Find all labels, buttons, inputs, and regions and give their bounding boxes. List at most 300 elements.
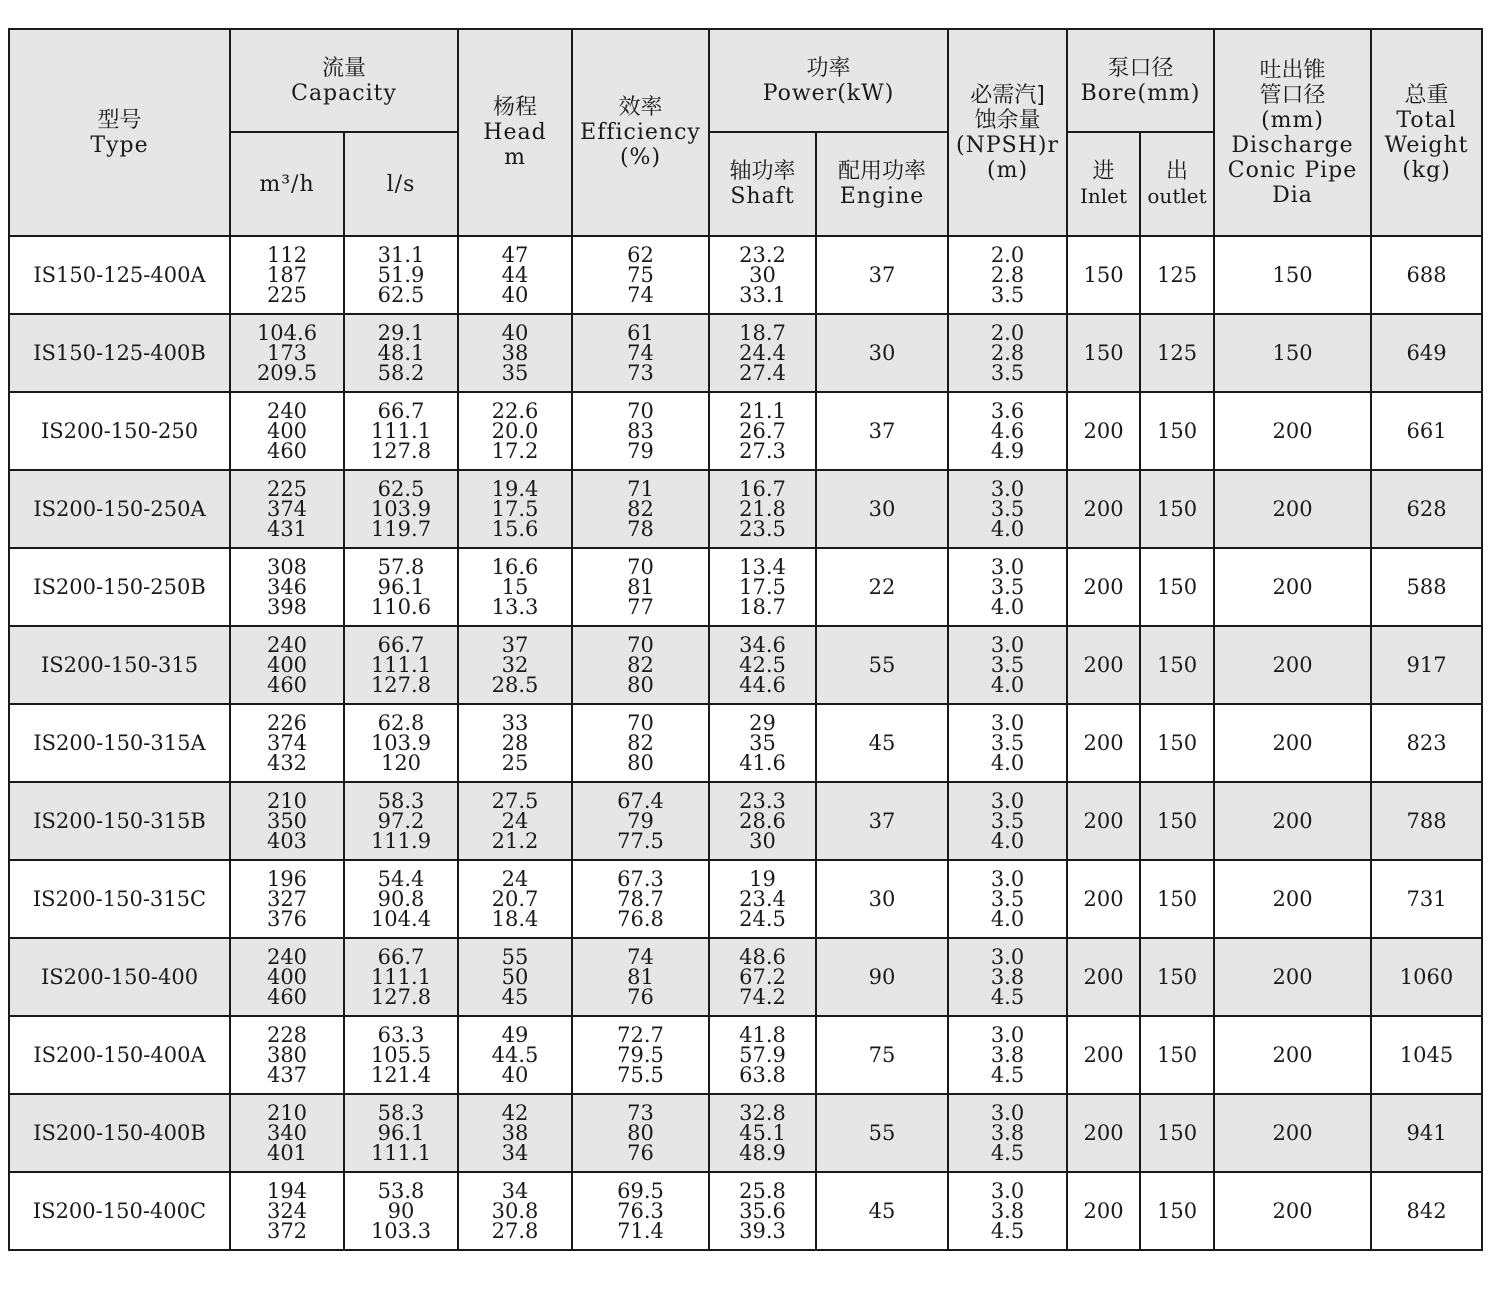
cell-capacity-ls [344,392,458,470]
cell-type: IS200-150-250A [9,470,230,548]
cell-discharge: 150 [1214,314,1371,392]
cell-inlet: 200 [1067,1172,1140,1250]
cell-value: 74 [627,283,654,307]
cell-value: 71 [627,477,654,501]
cell-value: 111.1 [370,419,432,443]
cell-efficiency [572,470,709,548]
cell-outlet: 150 [1140,548,1214,626]
cell-discharge: 150 [1214,236,1371,314]
cell-shaft-power [709,704,816,782]
cell-value: 3.8 [990,965,1025,989]
cell-value: 44.6 [739,673,786,697]
cell-value: 225 [266,283,308,307]
cell-value: 25 [501,751,529,775]
cell-value: 35.6 [739,1199,786,1223]
cell-value: 27.4 [739,361,786,385]
cell-weight: 823 [1371,704,1482,782]
cell-value: 187 [266,263,308,287]
cell-outlet: 150 [1140,626,1214,704]
cell-value: 4.5 [990,1063,1025,1087]
cell-weight: 941 [1371,1094,1482,1172]
cell-npsh [948,548,1067,626]
cell-capacity-m3h [230,314,344,392]
cell-value: 33 [501,711,529,735]
cell-inlet: 200 [1067,704,1140,782]
cell-value: 210 [266,789,308,813]
cell-value: 53.8 [377,1179,425,1203]
cell-npsh [948,782,1067,860]
cell-inlet: 200 [1067,470,1140,548]
cell-value: 30 [749,263,776,287]
cell-efficiency [572,1016,709,1094]
cell-value: 3.6 [990,399,1025,423]
cell-value: 31.1 [377,243,425,267]
cell-value: 21.1 [739,399,786,423]
cell-value: 3.5 [990,361,1025,385]
cell-value: 380 [266,1043,308,1067]
cell-head [458,860,572,938]
cell-value: 73 [627,1101,654,1125]
cell-value: 22.6 [491,399,539,423]
cell-value: 96.1 [377,575,425,599]
cell-shaft-power [709,938,816,1016]
header-bore-outlet: 出 outlet [1140,132,1214,236]
cell-value: 50 [501,965,529,989]
cell-value: 4.0 [990,751,1025,775]
table-row [9,626,1482,704]
cell-efficiency [572,548,709,626]
cell-value: 3.0 [990,1179,1025,1203]
cell-value: 20.7 [491,887,539,911]
cell-value: 403 [266,829,308,853]
cell-weight: 788 [1371,782,1482,860]
cell-shaft-power [709,1094,816,1172]
cell-head [458,548,572,626]
cell-value: 18.7 [739,321,786,345]
cell-value: 110.6 [370,595,432,619]
cell-shaft-power [709,782,816,860]
cell-value: 75.5 [617,1063,664,1087]
table-row [9,1094,1482,1172]
cell-efficiency [572,704,709,782]
cell-capacity-m3h [230,392,344,470]
cell-engine-power: 37 [816,236,948,314]
cell-outlet: 150 [1140,782,1214,860]
cell-discharge: 200 [1214,470,1371,548]
cell-value: 2.8 [990,263,1025,287]
header-power-shaft: 轴功率 Shaft [709,132,816,236]
cell-value: 4.5 [990,985,1025,1009]
cell-capacity-m3h [230,782,344,860]
cell-value: 76.8 [617,907,664,931]
cell-outlet: 150 [1140,392,1214,470]
cell-value: 308 [266,555,308,579]
cell-weight: 1045 [1371,1016,1482,1094]
cell-type: IS200-150-315C [9,860,230,938]
cell-engine-power: 75 [816,1016,948,1094]
cell-capacity-m3h [230,860,344,938]
cell-value: 13.4 [739,555,786,579]
cell-value: 17.2 [491,439,539,463]
cell-value: 40 [501,283,529,307]
cell-capacity-m3h [230,1172,344,1250]
cell-npsh [948,392,1067,470]
cell-head [458,314,572,392]
cell-value: 29.1 [377,321,425,345]
cell-value: 67.2 [739,965,786,989]
cell-value: 13.3 [491,595,539,619]
cell-value: 3.0 [990,867,1025,891]
cell-engine-power: 90 [816,938,948,1016]
cell-value: 69.5 [617,1179,664,1203]
cell-npsh [948,314,1067,392]
cell-value: 35 [501,361,529,385]
cell-value: 24.4 [739,341,786,365]
cell-value: 58.3 [377,789,425,813]
cell-value: 90.8 [377,887,425,911]
cell-value: 18.4 [491,907,539,931]
cell-inlet: 200 [1067,626,1140,704]
cell-value: 76 [627,1141,654,1165]
cell-shaft-power [709,626,816,704]
cell-value: 34.6 [739,633,786,657]
cell-value: 82 [627,653,654,677]
cell-value: 58.3 [377,1101,425,1125]
table-row [9,236,1482,314]
cell-head [458,1016,572,1094]
pump-spec-table [8,28,1483,1251]
cell-value: 47 [501,243,529,267]
cell-discharge: 200 [1214,938,1371,1016]
cell-value: 77.5 [617,829,664,853]
cell-value: 66.7 [377,633,425,657]
cell-value: 67.3 [617,867,664,891]
cell-value: 437 [266,1063,308,1087]
cell-value: 4.0 [990,907,1025,931]
cell-head [458,1172,572,1250]
cell-value: 17.5 [739,575,786,599]
cell-capacity-ls [344,548,458,626]
cell-npsh [948,860,1067,938]
cell-value: 324 [266,1199,308,1223]
cell-value: 3.0 [990,789,1025,813]
cell-head [458,470,572,548]
cell-value: 4.0 [990,517,1025,541]
cell-value: 226 [266,711,308,735]
cell-value: 30.8 [491,1199,539,1223]
cell-value: 209.5 [256,361,318,385]
cell-shaft-power [709,314,816,392]
cell-value: 3.0 [990,477,1025,501]
cell-value: 372 [266,1219,308,1243]
cell-value: 3.8 [990,1121,1025,1145]
table-row [9,470,1482,548]
table-row [9,782,1482,860]
cell-value: 3.5 [990,887,1025,911]
cell-discharge: 200 [1214,548,1371,626]
cell-value: 21.2 [491,829,539,853]
cell-capacity-ls [344,314,458,392]
cell-inlet: 200 [1067,860,1140,938]
cell-value: 401 [266,1141,308,1165]
cell-value: 240 [266,399,308,423]
cell-value: 61 [627,321,654,345]
cell-value: 45.1 [739,1121,786,1145]
cell-type: IS150-125-400A [9,236,230,314]
cell-value: 3.8 [990,1043,1025,1067]
cell-head [458,704,572,782]
cell-inlet: 150 [1067,236,1140,314]
cell-type: IS200-150-250 [9,392,230,470]
cell-value: 103.3 [370,1219,432,1243]
cell-value: 28.6 [739,809,786,833]
cell-value: 63.8 [739,1063,786,1087]
cell-engine-power: 37 [816,392,948,470]
cell-value: 24 [501,809,529,833]
cell-value: 35 [749,731,776,755]
cell-value: 111.1 [370,965,432,989]
cell-shaft-power [709,1172,816,1250]
cell-value: 228 [266,1023,308,1047]
cell-value: 74 [627,945,654,969]
cell-value: 111.9 [370,829,432,853]
cell-value: 17.5 [491,497,539,521]
cell-value: 4.9 [990,439,1025,463]
cell-npsh [948,1016,1067,1094]
cell-value: 19 [749,867,776,891]
cell-head [458,236,572,314]
cell-value: 73 [627,361,654,385]
cell-value: 431 [266,517,308,541]
cell-value: 82 [627,497,654,521]
cell-value: 120 [380,751,422,775]
cell-value: 70 [627,711,654,735]
cell-shaft-power [709,236,816,314]
cell-value: 57.9 [739,1043,786,1067]
cell-value: 196 [266,867,308,891]
cell-value: 327 [266,887,308,911]
cell-value: 225 [266,477,308,501]
cell-shaft-power [709,548,816,626]
cell-value: 58.2 [377,361,425,385]
cell-weight: 688 [1371,236,1482,314]
cell-discharge: 200 [1214,392,1371,470]
cell-value: 66.7 [377,399,425,423]
cell-value: 48.1 [377,341,425,365]
cell-efficiency [572,938,709,1016]
cell-value: 23.2 [739,243,786,267]
cell-value: 79.5 [617,1043,664,1067]
cell-type: IS200-150-400C [9,1172,230,1250]
cell-value: 4.0 [990,595,1025,619]
cell-value: 3.5 [990,497,1025,521]
cell-value: 38 [501,341,529,365]
header-head: 杨程 Head m [458,29,572,236]
cell-value: 28 [501,731,529,755]
cell-npsh [948,470,1067,548]
cell-engine-power: 22 [816,548,948,626]
cell-value: 3.0 [990,555,1025,579]
cell-value: 33.1 [739,283,786,307]
cell-value: 37 [501,633,529,657]
cell-value: 4.5 [990,1219,1025,1243]
cell-capacity-m3h [230,1016,344,1094]
table-row [9,1172,1482,1250]
cell-value: 4.5 [990,1141,1025,1165]
cell-value: 104.6 [256,321,318,345]
cell-type: IS150-125-400B [9,314,230,392]
cell-capacity-ls [344,938,458,1016]
cell-value: 41.8 [739,1023,786,1047]
cell-capacity-m3h [230,704,344,782]
cell-type: IS200-150-315 [9,626,230,704]
cell-value: 74.2 [739,985,786,1009]
cell-value: 72.7 [617,1023,664,1047]
cell-value: 374 [266,497,308,521]
cell-value: 3.0 [990,945,1025,969]
cell-capacity-ls [344,1016,458,1094]
cell-value: 20.0 [491,419,539,443]
cell-discharge: 200 [1214,1172,1371,1250]
cell-capacity-ls [344,470,458,548]
cell-npsh [948,626,1067,704]
cell-efficiency [572,236,709,314]
cell-type: IS200-150-315B [9,782,230,860]
cell-type: IS200-150-400A [9,1016,230,1094]
cell-value: 28.5 [491,673,539,697]
cell-value: 70 [627,555,654,579]
cell-inlet: 200 [1067,392,1140,470]
table-row [9,938,1482,1016]
cell-value: 15 [501,575,529,599]
cell-value: 23.4 [739,887,786,911]
cell-value: 19.4 [491,477,539,501]
cell-value: 48.6 [739,945,786,969]
cell-value: 240 [266,945,308,969]
cell-npsh [948,1094,1067,1172]
header-power: 功率 Power(kW) [709,29,948,132]
header-npsh: 必需汽] 蚀余量 (NPSH)r (m) [948,29,1067,236]
cell-value: 32.8 [739,1101,786,1125]
table-row [9,704,1482,782]
table-row [9,314,1482,392]
cell-value: 400 [266,965,308,989]
cell-value: 103.9 [370,497,432,521]
cell-efficiency [572,314,709,392]
cell-inlet: 200 [1067,1094,1140,1172]
cell-outlet: 150 [1140,860,1214,938]
cell-npsh [948,1172,1067,1250]
cell-value: 15.6 [491,517,539,541]
cell-value: 16.6 [491,555,539,579]
cell-value: 62.5 [377,283,425,307]
cell-shaft-power [709,470,816,548]
header-bore: 泵口径 Bore(mm) [1067,29,1214,132]
cell-value: 44 [501,263,529,287]
cell-discharge: 200 [1214,1016,1371,1094]
cell-value: 79 [627,439,654,463]
cell-value: 3.5 [990,731,1025,755]
cell-weight: 588 [1371,548,1482,626]
cell-value: 42 [501,1101,529,1125]
cell-value: 4.6 [990,419,1025,443]
cell-value: 82 [627,731,654,755]
cell-value: 75 [627,263,654,287]
cell-value: 103.9 [370,731,432,755]
cell-capacity-m3h [230,938,344,1016]
cell-discharge: 200 [1214,626,1371,704]
cell-value: 70 [627,399,654,423]
table-row [9,548,1482,626]
cell-value: 460 [266,985,308,1009]
cell-value: 81 [627,965,654,989]
cell-capacity-ls [344,860,458,938]
cell-value: 40 [501,1063,529,1087]
cell-weight: 649 [1371,314,1482,392]
cell-inlet: 200 [1067,782,1140,860]
cell-value: 25.8 [739,1179,786,1203]
cell-value: 210 [266,1101,308,1125]
cell-value: 62.5 [377,477,425,501]
cell-value: 400 [266,419,308,443]
cell-value: 79 [627,809,654,833]
cell-value: 111.1 [370,653,432,677]
header-efficiency: 效率 Efficiency (%) [572,29,709,236]
cell-engine-power: 45 [816,704,948,782]
cell-value: 42.5 [739,653,786,677]
cell-weight: 731 [1371,860,1482,938]
cell-head [458,1094,572,1172]
cell-shaft-power [709,1016,816,1094]
cell-value: 77 [627,595,654,619]
cell-outlet: 125 [1140,236,1214,314]
cell-value: 45 [501,985,529,1009]
cell-value: 398 [266,595,308,619]
cell-capacity-ls [344,236,458,314]
cell-value: 83 [627,419,654,443]
cell-capacity-m3h [230,236,344,314]
cell-value: 3.5 [990,283,1025,307]
cell-value: 119.7 [370,517,432,541]
cell-engine-power: 37 [816,782,948,860]
cell-value: 76.3 [617,1199,664,1223]
cell-value: 41.6 [739,751,786,775]
cell-value: 67.4 [617,789,664,813]
cell-value: 400 [266,653,308,677]
cell-head [458,392,572,470]
cell-value: 3.5 [990,809,1025,833]
cell-value: 111.1 [370,1141,432,1165]
cell-capacity-m3h [230,1094,344,1172]
cell-npsh [948,704,1067,782]
cell-value: 40 [501,321,529,345]
cell-value: 78 [627,517,654,541]
cell-value: 3.0 [990,711,1025,735]
cell-value: 340 [266,1121,308,1145]
cell-value: 3.8 [990,1199,1025,1223]
cell-value: 121.4 [370,1063,432,1087]
cell-weight: 628 [1371,470,1482,548]
cell-value: 432 [266,751,308,775]
cell-value: 76 [627,985,654,1009]
cell-value: 27.3 [739,439,786,463]
cell-capacity-ls [344,1094,458,1172]
cell-shaft-power [709,392,816,470]
cell-head [458,782,572,860]
cell-discharge: 200 [1214,782,1371,860]
cell-value: 74 [627,341,654,365]
cell-outlet: 150 [1140,938,1214,1016]
